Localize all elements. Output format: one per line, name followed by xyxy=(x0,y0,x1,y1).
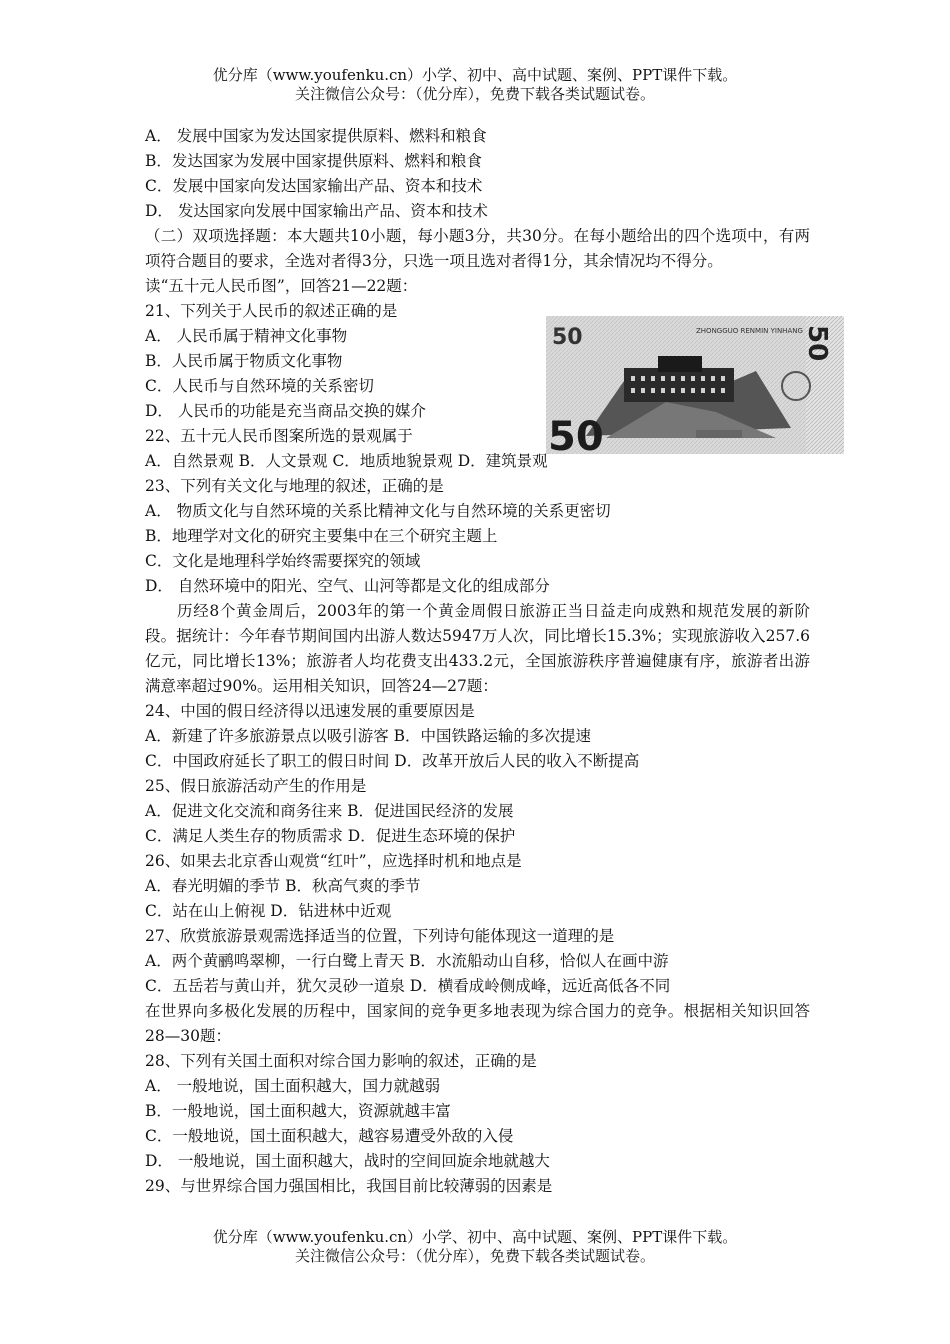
tourism-passage: 历经8个黄金周后，2003年的第一个黄金周假日旅游正当日益走向成熟和规范发展的新阶段。据统计：今年春节期间国内出游人数达5947万人次，同比增长15.3%；实现旅游收入257.6亿元，同比增长13%；旅游者人均花费支出433.2元，全国旅游秩序普遍健康有序，旅游者出游满意率超过90%。运用相关知识，回答24—27题： xyxy=(145,602,810,695)
q23-stem: 23、下列有关文化与地理的叙述，正确的是 xyxy=(145,477,444,495)
q28-option-c: C．一般地说，国土面积越大，越容易遭受外敌的入侵 xyxy=(145,1127,514,1145)
q20-option-c: C．发展中国家向发达国家输出产品、资本和技术 xyxy=(145,177,483,195)
q23-option-a: A． 物质文化与自然环境的关系比精神文化与自然环境的关系更密切 xyxy=(145,502,611,520)
q24-options-cd: C．中国政府延长了职工的假日时间 D．改革开放后人民的收入不断提高 xyxy=(145,752,640,770)
q23-option-b: B．地理学对文化的研究主要集中在三个研究主题上 xyxy=(145,527,498,545)
q21-option-b: B．人民币属于物质文化事物 xyxy=(145,352,343,370)
q21-stem: 21、下列关于人民币的叙述正确的是 xyxy=(145,302,398,320)
section-2-instructions: （二）双项选择题：本大题共10小题，每小题3分，共30分。在每小题给出的四个选项中，有两项符合题目的要求，全选对者得3分，只选一项且选对者得1分，其余情况均不得分。 xyxy=(145,227,810,270)
header-line-2: 关注微信公众号：（优分库），免费下载各类试题试卷。 xyxy=(294,85,655,103)
q28-option-a: A． 一般地说，国土面积越大，国力就越弱 xyxy=(145,1077,441,1095)
q24-stem: 24、中国的假日经济得以迅速发展的重要原因是 xyxy=(145,702,475,720)
q22-stem: 22、五十元人民币图案所选的景观属于 xyxy=(145,427,413,445)
footer-line-2: 关注微信公众号：（优分库），免费下载各类试题试卷。 xyxy=(294,1247,655,1265)
page-header xyxy=(0,66,950,104)
q27-options-ab: A．两个黄鹂鸣翠柳，一行白鹭上青天 B．水流船动山自移，恰似人在画中游 xyxy=(145,952,669,970)
q26-options-ab: A．春光明媚的季节 B．秋高气爽的季节 xyxy=(145,877,421,895)
page-footer xyxy=(0,1228,950,1266)
q20-option-d: D． 发达国家向发展中国家输出产品、资本和技术 xyxy=(145,202,488,220)
q23-option-d: D． 自然环境中的阳光、空气、山河等都是文化的组成部分 xyxy=(145,577,550,595)
q27-stem: 27、欣赏旅游景观需选择适当的位置，下列诗句能体现这一道理的是 xyxy=(145,927,615,945)
q25-options-ab: A．促进文化交流和商务往来 B．促进国民经济的发展 xyxy=(145,802,514,820)
banknote-intro: 读“五十元人民币图”，回答21—22题： xyxy=(145,277,418,295)
issuer-text: ZHONGGUO RENMIN YINHANG xyxy=(696,327,803,335)
q25-stem: 25、假日旅游活动产生的作用是 xyxy=(145,777,367,795)
q23-option-c: C．文化是地理科学始终需要探究的领域 xyxy=(145,552,421,570)
footer-line-1: 优分库（www.youfenku.cn）小学、初中、高中试题、案例、PPT课件下载。 xyxy=(212,1228,738,1246)
q20-option-b: B．发达国家为发展中国家提供原料、燃料和粮食 xyxy=(145,152,482,170)
q21-option-a: A． 人民币属于精神文化事物 xyxy=(145,327,348,345)
q27-options-cd: C．五岳若与黄山并，犹欠灵砂一道泉 D．横看成岭侧成峰，远近高低各不同 xyxy=(145,977,671,995)
national-power-passage: 在世界向多极化发展的历程中，国家间的竞争更多地表现为综合国力的竞争。根据相关知识回答28—30题： xyxy=(145,1002,810,1045)
q21-option-c: C．人民币与自然环境的关系密切 xyxy=(145,377,374,395)
q26-stem: 26、如果去北京香山观赏“红叶”，应选择时机和地点是 xyxy=(145,852,522,870)
q21-option-d: D． 人民币的功能是充当商品交换的媒介 xyxy=(145,402,426,420)
denomination-large-text: 50 xyxy=(548,414,604,454)
q29-stem: 29、与世界综合国力强国相比，我国目前比较薄弱的因素是 xyxy=(145,1177,553,1195)
q22-options: A．自然景观 B．人文景观 C．地质地貌景观 D．建筑景观 xyxy=(145,452,548,470)
denomination-small-text: 50 xyxy=(552,325,583,350)
q25-options-cd: C．满足人类生存的物质需求 D．促进生态环境的保护 xyxy=(145,827,516,845)
q28-option-d: D． 一般地说，国土面积越大，战时的空间回旋余地就越大 xyxy=(145,1152,550,1170)
q28-option-b: B．一般地说，国土面积越大，资源就越丰富 xyxy=(145,1102,451,1120)
denomination-vertical-text: 50 xyxy=(802,325,832,362)
header-line-1: 优分库（www.youfenku.cn）小学、初中、高中试题、案例、PPT课件下载。 xyxy=(212,66,738,84)
q26-options-cd: C．站在山上俯视 D．钻进林中近观 xyxy=(145,902,392,920)
q28-stem: 28、下列有关国土面积对综合国力影响的叙述，正确的是 xyxy=(145,1052,537,1070)
q24-options-ab: A．新建了许多旅游景点以吸引游客 B．中国铁路运输的多次提速 xyxy=(145,727,592,745)
q20-option-a: A． 发展中国家为发达国家提供原料、燃料和粮食 xyxy=(145,127,487,145)
page-body xyxy=(145,124,810,1199)
